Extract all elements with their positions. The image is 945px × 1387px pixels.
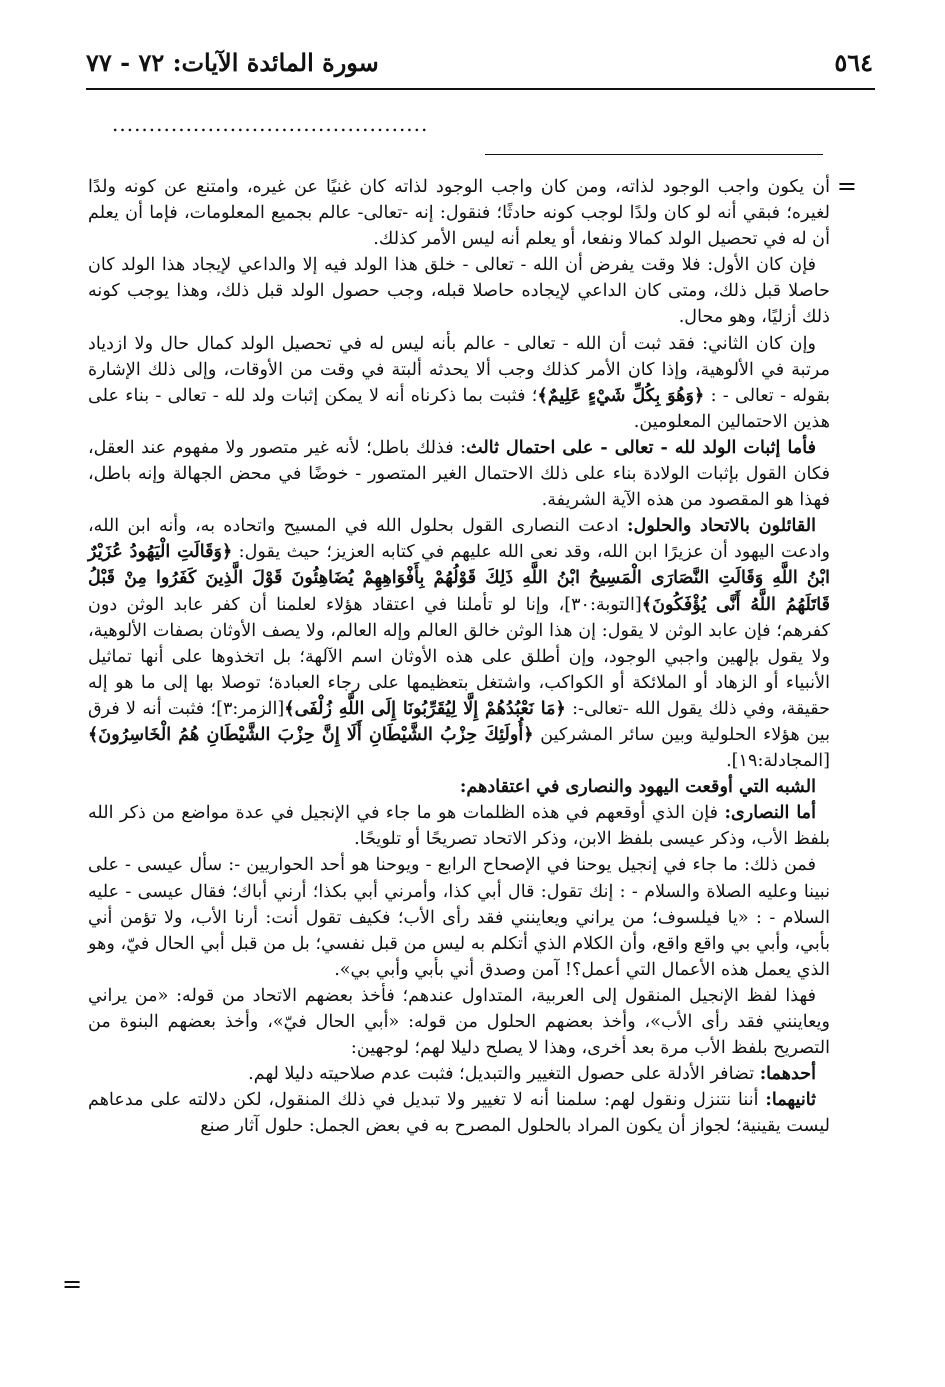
running-title: سورة المائدة الآيات: ٧٢ - ٧٧: [86, 48, 379, 77]
body-text: [88, 174, 830, 1139]
page-number: ٥٦٤: [834, 48, 873, 77]
bold-run: ﴿أُولَئِكَ حِزْبُ الشَّيْطَانِ أَلَا إِنَّ حِزْبَ الشَّيْطَانِ هُمُ الْخَاسِرُونَ﴾: [88, 723, 534, 745]
paragraph: [88, 800, 830, 852]
text-run: أننا نتنزل ونقول لهم: سلمنا أنه لا تغيير ولا تبديل في ذلك المنقول، لكن دلالته على مدعاهم ليست يقينية؛ لجواز أن يكون المراد بالحلول المصرح به في بعض الجمل: حلول آثار صنع: [88, 1090, 830, 1137]
paragraph: [88, 513, 830, 774]
bold-run: أما النصارى:: [724, 802, 816, 824]
paragraph: [88, 252, 830, 330]
bold-run: أحدهما:: [759, 1063, 816, 1085]
paragraph: [88, 852, 830, 982]
text-run: تضافر الأدلة على حصول التغيير والتبديل؛ فثبت عدم صلاحيته دليلا لهم.: [248, 1064, 760, 1085]
page-header: [86, 46, 873, 82]
header-rule: [86, 88, 875, 90]
bold-run: ﴿وَهُوَ بِكُلِّ شَيْءٍ عَلِيمٌ﴾: [537, 384, 705, 406]
paragraph: [88, 174, 830, 252]
text-run: فهذا لفظ الإنجيل المنقول إلى العربية، المتداول عندهم؛ فأخذ بعضهم الاتحاد من قوله: «من يراني ويعاينني فقد رأى الأب»، وأخذ بعضهم الحلول من قوله: «أبي الحال فيّ»، وأخذ بعضهم البنوة من التصريح بلفظ الأب مرة بعد أخرى، وهذا لا يصلح دليلا لهم؛ لوجهين:: [88, 985, 830, 1059]
text-run: فإن كان الأول: فلا وقت يفرض أن الله - تعالى - خلق هذا الولد فيه إلا والداعي لإيجاد هذا الولد كان حاصلا قبل ذلك، ومتى كان الداعي لإيجاده حاصلا قبله، وجب حصول الولد قبل ذلك، وهذا يوجب كونه ذلك أزليًا، وهو محال.: [88, 255, 830, 328]
text-run: أن يكون واجب الوجود لذاته، ومن كان واجب الوجود لذاته كان غنيًا عن غيره، وامتنع عن كونه ولدًا لغيره؛ فبقي أنه لو كان ولدًا لوجب كونه حادثًا؛ فنقول: إنه -تعالى- عالم بجميع المعلومات، فإما أن يعلم أن له في تحصيل الولد كمالا ونفعا، أو يعلم أنه ليس الأمر كذلك.: [88, 177, 830, 250]
text-run: [الزمر:٣]؛ فثبت أنه لا فرق بين هؤلاء الحلولية وبين سائر المشركين: [88, 698, 831, 745]
paragraph: [88, 983, 830, 1061]
continuation-mark-top: =: [836, 172, 857, 200]
text-run: فمن ذلك: ما جاء في إنجيل يوحنا في الإصحاح الرابع - ويوحنا هو أحد الحواريين -: سأل عيسى - على نبينا وعليه الصلاة والسلام - : إنك تقول: قال أبي كذا، وأمرني أبي بكذا؛ أرني أباك؛ فقال عيسى - عليه السلام - : «يا فيلسوف؛ من يراني ويعاينني فقد رأى الأب؛ فكيف تقول أنت: أرنا الأب، ولا تؤمن أني بأبي، وأبي بي واقع واقع، وأن الكلام الذي أتكلم به ليس من قبل نفسي؛ بل من قبل أبي الحال فيّ، وهو الذي يعمل هذه الأعمال التي أعمل؟! آمن وصدق أني بأبي وأبي بي».: [88, 855, 830, 980]
continuation-mark-bottom: =: [62, 1270, 83, 1298]
text-run: ؛ فثبت بما ذكرناه أنه لا يمكن إثبات ولد لله - تعالى - بناء على هذين الاحتمالين المعلومين.: [88, 385, 830, 432]
bold-run: ثانيهما:: [765, 1089, 816, 1111]
text-run: [المجادلة:١٩].: [726, 751, 830, 772]
footnote-rule: [485, 154, 823, 155]
bold-run: الشبه التي أوقعت اليهود والنصارى في اعتقادهم:: [459, 776, 816, 798]
bold-run: ﴿وَقَالَتِ الْيَهُودُ عُزَيْرٌ ابْنُ اللَّهِ وَقَالَتِ النَّصَارَى الْمَسِيحُ ابْنُ اللَّهِ ذَلِكَ قَوْلُهُمْ بِأَفْوَاهِهِمْ يُضَاهِئُونَ قَوْلَ الَّذِينَ كَفَرُوا مِنْ قَبْلُ قَاتَلَهُمُ اللَّهُ أَنَّى يُؤْفَكُونَ﴾: [88, 541, 830, 615]
text-run: : فذلك باطل؛ لأنه غير متصور ولا مفهوم عند العقل، فكان القول بإثبات الولادة بناء على ذلك الاحتمال الغير المتصور - خوضًا في محض الجهالة وإنه باطل، فهذا هو المقصود من هذه الآية الشريفة.: [88, 437, 830, 511]
bold-run: على احتمال ثالث: [466, 436, 594, 458]
paragraph: [88, 1061, 830, 1087]
paragraph: [88, 1087, 830, 1139]
omitted-text-dots: ...........................................: [112, 112, 429, 136]
bold-run: فأما إثبات الولد لله - تعالى -: [593, 436, 816, 458]
paragraph: [88, 435, 830, 513]
bold-run: ﴿مَا نَعْبُدُهُمْ إِلَّا لِيُقَرِّبُونَا إِلَى اللَّهِ زُلْفَى﴾: [284, 697, 566, 719]
paragraph: [88, 331, 830, 435]
text-run: ادعت النصارى القول بحلول الله في المسيح واتحاده به، وأنه ابن الله، وادعت اليهود أن عزيرًا ابن الله، وقد نعى الله عليهم في كتابه العزيز؛ حيث يقول:: [88, 516, 830, 563]
text-run: فإن الذي أوقعهم في هذه الظلمات هو ما جاء في الإنجيل في عدة مواضع من ذكر الله بلفظ الأب، وذكر عيسى بلفظ الابن، وذكر الاتحاد تصريحًا أو تلويحًا.: [88, 803, 830, 850]
text-run: وإن كان الثاني: فقد ثبت أن الله - تعالى - عالم بأنه ليس له في تحصيل الولد كمال حال ولا ازدياد مرتبة في الألوهية، وإذا كان الأمر كذلك وجب ألا يحدثه ألبتة في وقت من الأوقات، وإلى ذلك الإشارة بقوله - تعالى - :: [88, 333, 830, 406]
bold-run: القائلون بالاتحاد والحلول:: [627, 515, 816, 537]
paragraph: [88, 774, 830, 800]
text-run: [التوبة:٣٠]، وإنا لو تأملنا في اعتقاد هؤلاء لعلمنا أن كفر عابد الوثن دون كفرهم؛ فإن عابد الوثن لا يقول: إن هذا الوثن خالق العالم وإله العالم، ولا يصف الأوثان بصفات الألوهية، ولا يقول بإلهين واجبي الوجود، وإن أطلق على هذه الأوثان اسم الآلهة؛ بل اتخذوها على أنها تماثيل الأنبياء أو الزهاد أو الملائكة أو الكواكب، واشتغل بتعظيمها على رجاء العبادة؛ توصلا بها إلى ما هو إله حقيقة، وفي ذلك يقول الله -تعالى-:: [88, 594, 830, 719]
